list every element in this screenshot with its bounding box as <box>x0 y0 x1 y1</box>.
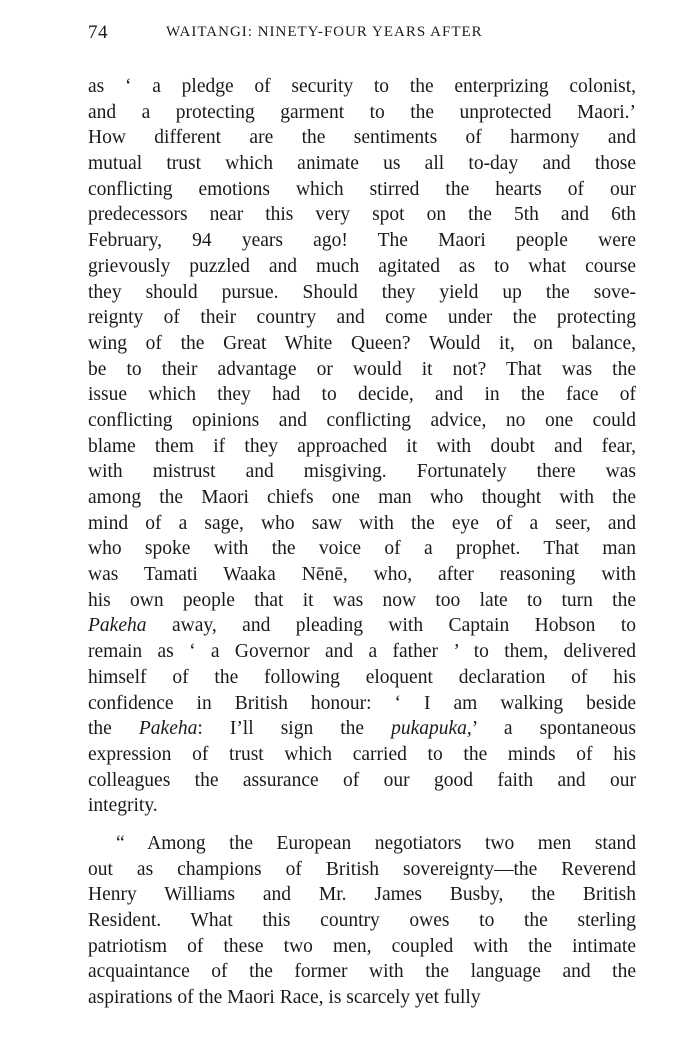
text-line: remain as ‘ a Governor and a father ’ to them, delivered <box>88 641 636 663</box>
text-line: with mistrust and misgiving. Fortunately there was <box>88 461 636 483</box>
text-line: they should pursue. Should they yield up the sove- <box>88 281 636 303</box>
text-line: colleagues the assurance of our good faith and our <box>88 769 636 791</box>
text-line: issue which they had to decide, and in the face of <box>88 384 636 406</box>
text-line: blame them if they approached it with doubt and fear, <box>88 435 636 457</box>
paragraph <box>88 74 636 819</box>
text-line: wing of the Great White Queen? Would it, on balance, <box>88 332 636 354</box>
text-line: Resident. What this country owes to the sterling <box>88 910 636 931</box>
italic-term: Pakeha <box>88 615 147 637</box>
text-line: expression of trust which carried to the minds of his <box>88 743 636 765</box>
body-text <box>88 74 636 1011</box>
text-line: confidence in British honour: ‘ I am walking beside <box>88 692 636 714</box>
text-line: conflicting emotions which stirred the hearts of our <box>88 178 636 200</box>
text-line: “ Among the European negotiators two men stand <box>116 832 636 854</box>
running-title: WAITANGI: NINETY-FOUR YEARS AFTER <box>166 24 483 40</box>
text-line: was Tamati Waaka Nēnē, who, after reasoning with <box>88 564 636 586</box>
text-line: be to their advantage or would it not? That was the <box>88 358 636 380</box>
page-number: 74 <box>88 22 108 43</box>
text-line: himself of the following eloquent declaration of his <box>88 666 636 688</box>
italic-term: Pakeha <box>138 718 198 740</box>
text-line: reignty of their country and come under the protecting <box>88 307 636 329</box>
text-line: Pakeha away, and pleading with Captain Hobson to <box>88 615 636 637</box>
text-line: as ‘ a pledge of security to the enterprizing colonist, <box>88 76 636 97</box>
text-line: integrity. <box>88 795 158 817</box>
text-line: February, 94 years ago! The Maori people were <box>88 230 636 252</box>
text-line: patriotism of these two men, coupled with the intimate <box>88 935 636 957</box>
text-line: mind of a sage, who saw with the eye of a seer, and <box>88 512 636 534</box>
text-line: and a protecting garment to the unprotected Maori.’ <box>88 101 636 123</box>
paragraph <box>88 831 636 1011</box>
text-line: grievously puzzled and much agitated as to what course <box>88 255 636 277</box>
italic-term: pukapuka, <box>391 718 472 740</box>
page-header <box>88 22 636 50</box>
paragraph-gap <box>88 819 636 831</box>
text-line: Henry Williams and Mr. James Busby, the British <box>88 884 636 906</box>
text-line: predecessors near this very spot on the 5th and 6th <box>88 204 636 226</box>
text-line: conflicting opinions and conflicting advice, no one could <box>88 409 636 431</box>
text-line: aspirations of the Maori Race, is scarcely yet fully <box>88 987 481 1009</box>
text-line: How different are the sentiments of harmony and <box>88 127 636 149</box>
text-line: out as champions of British sovereignty—the Reverend <box>88 858 636 880</box>
text-line: mutual trust which animate us all to-day and those <box>88 153 636 175</box>
text-line: who spoke with the voice of a prophet. That man <box>88 538 636 560</box>
text-line: the Pakeha: I’ll sign the pukapuka,’ a spontaneous <box>88 718 636 740</box>
text-line: his own people that it was now too late to turn the <box>88 589 636 611</box>
text-line: among the Maori chiefs one man who thought with the <box>88 487 636 508</box>
text-line: acquaintance of the former with the language and the <box>88 961 636 983</box>
